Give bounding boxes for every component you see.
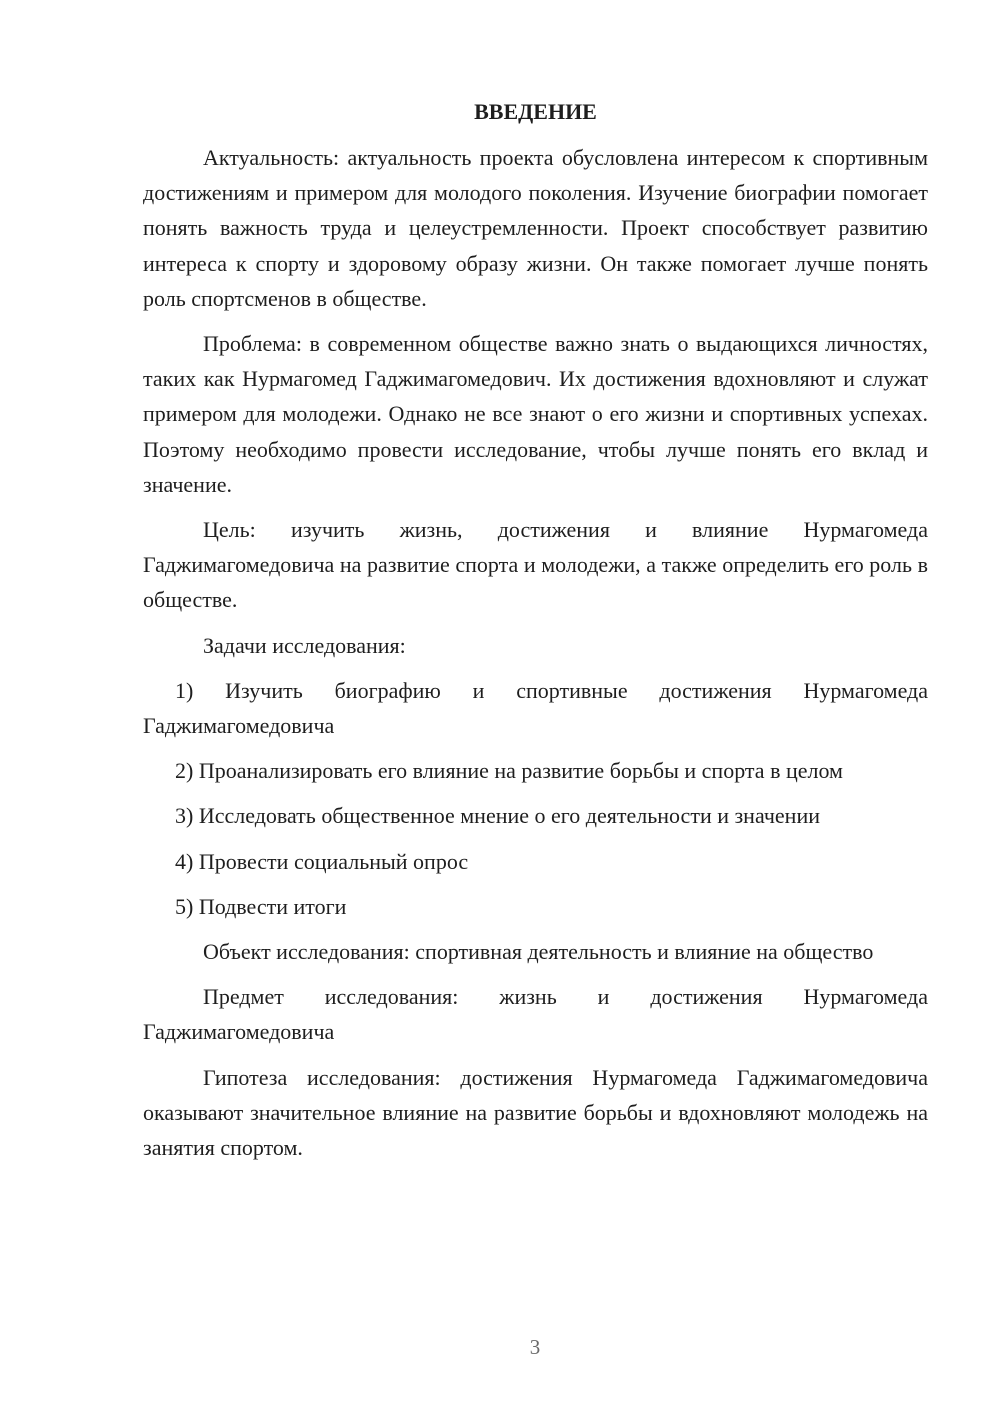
task-number: 3) — [175, 803, 194, 829]
object-paragraph: Объект исследования: спортивная деятельность и влияние на общество — [203, 939, 874, 965]
page-title: ВВЕДЕНИЕ — [474, 99, 597, 124]
task-number: 2) — [175, 758, 194, 784]
task-number: 5) — [175, 893, 194, 919]
task-item — [143, 798, 928, 833]
task-number: 1) — [175, 677, 194, 703]
task-text: Проанализировать его влияние на развитие борьбы и спорта в целом — [198, 758, 843, 784]
task-text: Провести социальный опрос — [198, 848, 469, 874]
task-text: Исследовать общественное мнение о его деятельности и значении — [198, 803, 820, 829]
task-item — [143, 844, 928, 879]
task-item — [143, 753, 928, 788]
page-number: 3 — [529, 1335, 541, 1359]
subject-paragraph: Предмет исследования: жизнь и достижения Нурмагомеда Гаджимагомедовича — [143, 984, 928, 1045]
task-text: Подвести итоги — [198, 893, 347, 919]
document-body — [143, 94, 928, 1175]
hypothesis-paragraph: Гипотеза исследования: достижения Нурмагомеда Гаджимагомедовича оказывают значительное влияние на развитие борьбы и вдохновляют молодежь на занятия спортом. — [143, 1064, 928, 1161]
tasks-heading: Задачи исследования: — [203, 632, 406, 658]
task-text: Изучить биографию и спортивные достижения Нурмагомеда Гаджимагомедовича — [143, 677, 928, 739]
task-item — [143, 889, 928, 924]
problem-paragraph: Проблема: в современном обществе важно знать о выдающихся личностях, таких как Нурмагомед Гаджимагомедович. Их достижения вдохновляют и служат примером для молодежи. Однако не все знают о его жизни и спортивных успехах. Поэтому необходимо провести исследование, чтобы лучше понять его вклад и значение. — [143, 331, 928, 497]
goal-paragraph: Цель: изучить жизнь, достижения и влияние Нурмагомеда Гаджимагомедовича на развитие спорта и молодежи, а также определить его роль в обществе. — [143, 517, 928, 613]
task-list — [143, 673, 928, 924]
task-item — [143, 673, 928, 743]
relevance-paragraph: Актуальность: актуальность проекта обусловлена интересом к спортивным достижениям и примером для молодого поколения. Изучение биографии помогает понять важность труда и целеустремленности. Проект способствует развитию интереса к спорту и здоровому образу жизни. Он также помогает лучше понять роль спортсменов в обществе. — [143, 145, 928, 311]
task-number: 4) — [175, 848, 194, 874]
